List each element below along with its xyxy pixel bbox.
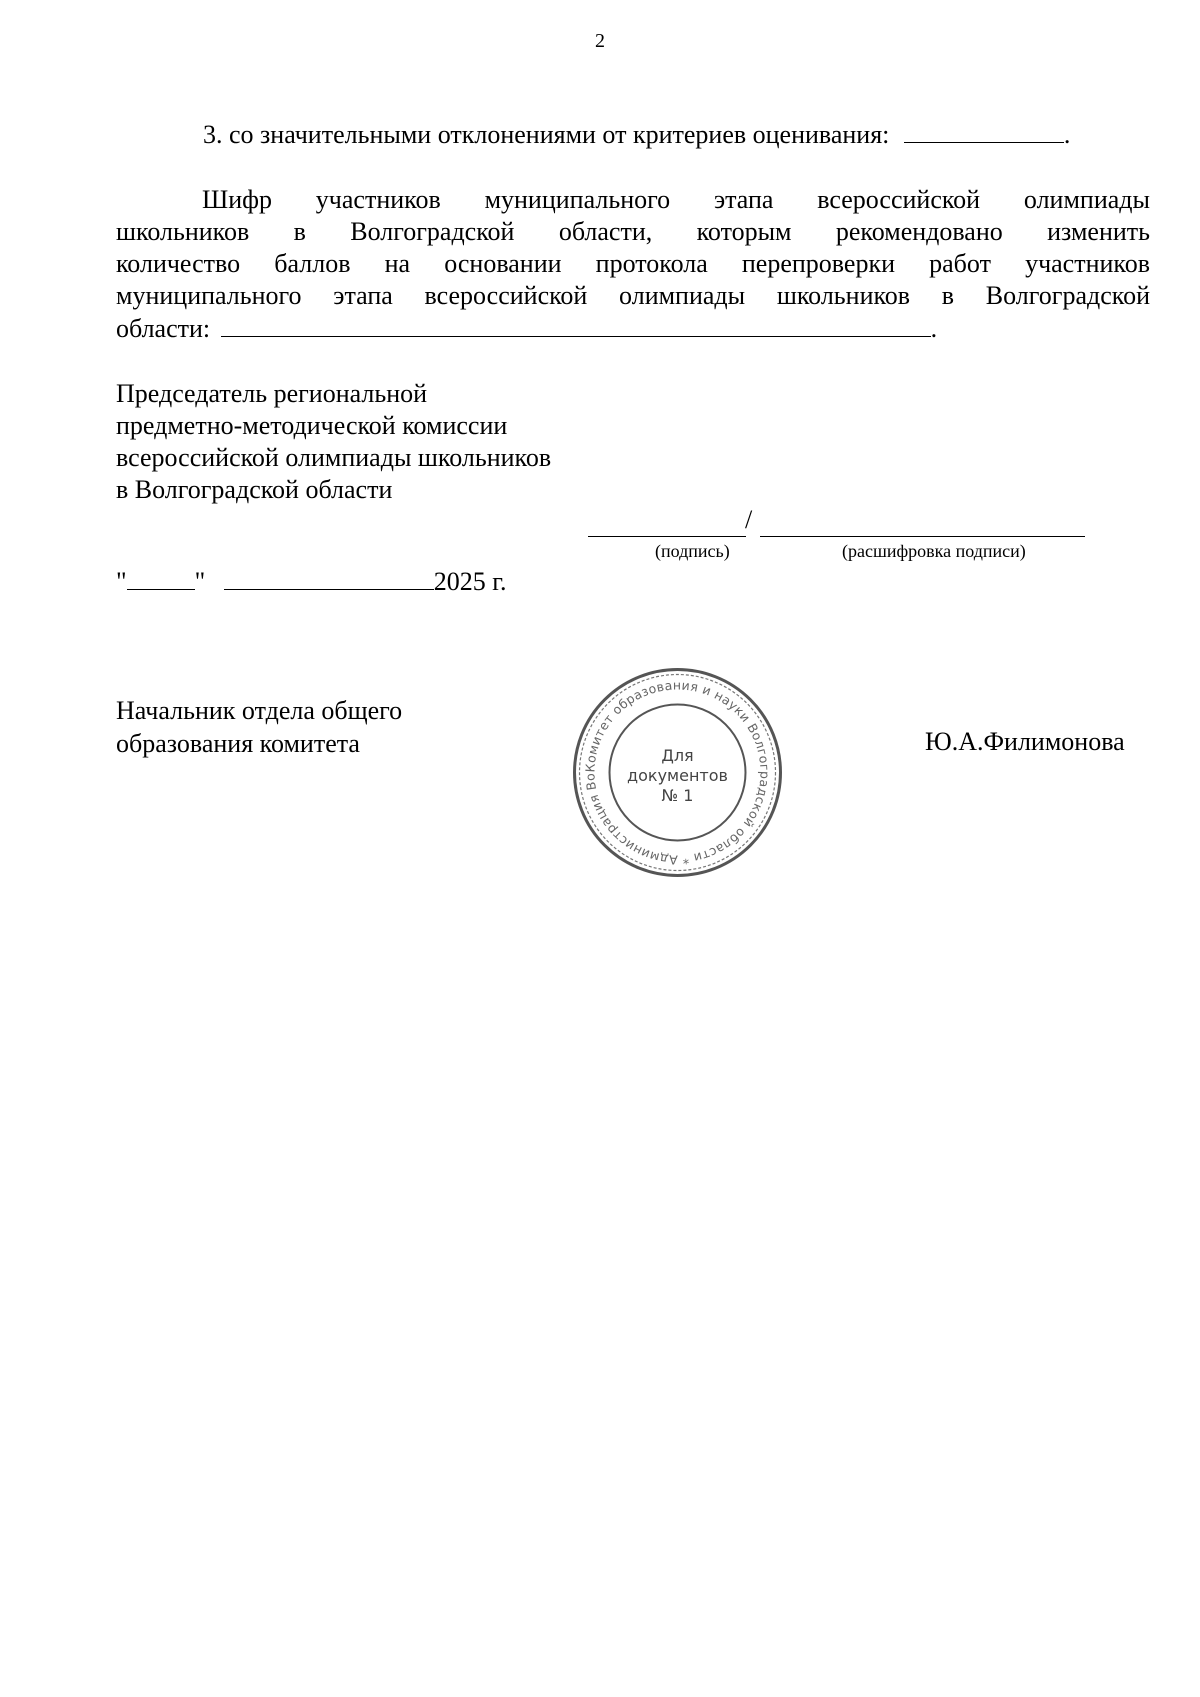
signature-slash: /: [745, 505, 753, 534]
criteria-item-3-text: 3. со значительными отклонениями от критериев оценивания:: [203, 120, 890, 149]
criteria-item-3-end: .: [1063, 120, 1071, 149]
month-blank: [224, 565, 434, 590]
date-quote-open: ": [116, 567, 127, 596]
head-name: Ю.А.Филимонова: [925, 727, 1125, 756]
paragraph-line: школьников в Волгоградской области, которым рекомендовано изменить: [116, 217, 1150, 246]
stamp-line: № 1: [661, 786, 694, 805]
date-year: 2025 г.: [433, 567, 507, 596]
cipher-blank: [221, 312, 931, 337]
paragraph-line: муниципального этапа всероссийской олимпиады школьников в Волгоградской: [116, 281, 1150, 310]
chairman-title-line: всероссийской олимпиады школьников: [116, 443, 552, 472]
cipher-paragraph: [116, 184, 1150, 312]
decoding-caption: (расшифровка подписи): [842, 541, 1026, 561]
day-blank: [127, 565, 195, 590]
date-line: [116, 565, 506, 598]
paragraph-line: Шифр участников муниципального этапа всероссийской олимпиады: [202, 185, 1150, 214]
paragraph-last-line: [116, 312, 937, 345]
date-quote-close: ": [194, 567, 206, 596]
signature-line: [588, 536, 746, 537]
decoding-line: [760, 536, 1085, 537]
chairman-title-line: в Волгоградской области: [116, 475, 393, 504]
stamp-line: Для: [661, 746, 694, 765]
signature-caption: (подпись): [655, 541, 730, 561]
official-stamp: [570, 665, 785, 880]
criteria-item-3-blank: [904, 118, 1064, 143]
paragraph-last-label: области:: [116, 314, 211, 343]
paragraph-line: количество баллов на основании протокола перепроверки работ участников: [116, 249, 1150, 278]
stamp-graphic: [570, 665, 785, 880]
chairman-title: [116, 378, 551, 506]
stamp-line: документов: [627, 766, 728, 785]
head-title: [116, 694, 402, 760]
stamp-ring-text: Комитет образования и науки Волгоградской области * Администрация Во: [582, 677, 773, 868]
page-number: 2: [595, 30, 605, 52]
chairman-title-line: Председатель региональной: [116, 379, 428, 408]
chairman-title-line: предметно-методической комиссии: [116, 411, 508, 440]
head-title-line: образования комитета: [116, 729, 360, 758]
criteria-item-3: [203, 118, 1070, 151]
head-title-line: Начальник отдела общего: [116, 696, 403, 725]
paragraph-last-end: .: [930, 314, 938, 343]
